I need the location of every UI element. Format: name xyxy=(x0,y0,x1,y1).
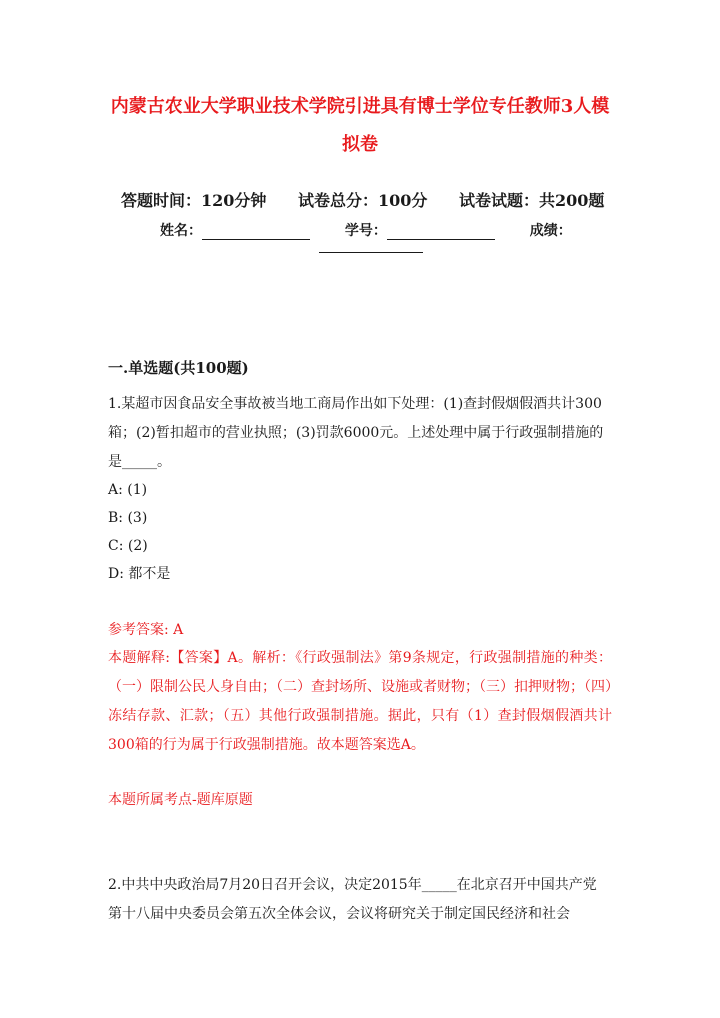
score-field xyxy=(530,220,572,240)
question-1-text: 1.某超市因食品安全事故被当地工商局作出如下处理：(1)查封假烟假酒共计300箱；(2)暂扣超市的营业执照；(3)罚款6000元。上述处理中属于行政强制措施的是_____。 xyxy=(108,396,604,470)
student-id-field xyxy=(345,220,495,240)
exam-total-score: 试卷总分：100分 xyxy=(297,191,428,210)
question-2-text: 2.中共中央政治局7月20日召开会议，决定2015年_____在北京召开中国共产党第十八届中央委员会第五次全体会议，会议将研究关于制定国民经济和社会 xyxy=(108,877,597,922)
question-1-option-c: C: (2) xyxy=(108,538,148,554)
question-1-answer: 参考答案: A xyxy=(108,622,184,638)
exam-time: 答题时间：120分钟 xyxy=(121,191,267,210)
student-id-label: 学号： xyxy=(344,223,387,239)
score-blank[interactable] xyxy=(319,252,423,253)
question-1-option-b: B: (3) xyxy=(108,510,148,526)
student-id-blank[interactable] xyxy=(387,225,495,240)
name-field xyxy=(160,220,310,240)
exam-question-count: 试卷试题：共200题 xyxy=(458,191,605,210)
name-blank[interactable] xyxy=(202,225,310,240)
candidate-fields xyxy=(160,220,602,240)
score-label: 成绩： xyxy=(529,223,572,239)
exam-title: 内蒙古农业大学职业技术学院引进具有博士学位专任教师3人模拟卷 xyxy=(110,96,610,155)
section-title: 一.单选题(共100题) xyxy=(108,359,249,377)
question-1-source: 本题所属考点-题库原题 xyxy=(108,792,253,808)
question-1-option-a: A: (1) xyxy=(108,482,148,498)
exam-meta xyxy=(108,188,612,211)
name-label: 姓名： xyxy=(160,223,202,239)
question-1-option-d: D: 都不是 xyxy=(108,566,171,582)
question-1-explanation: 本题解释:【答案】A。解析：《行政强制法》第9条规定，行政强制措施的种类：（一）限制公民人身自由；（二）查封场所、设施或者财物；（三）扣押财物；（四）冻结存款、汇款；（五）其他行政强制措施。据此，只有（1）查封假烟假酒共计300箱的行为属于行政强制措施。故本题答案选A。 xyxy=(108,650,612,753)
